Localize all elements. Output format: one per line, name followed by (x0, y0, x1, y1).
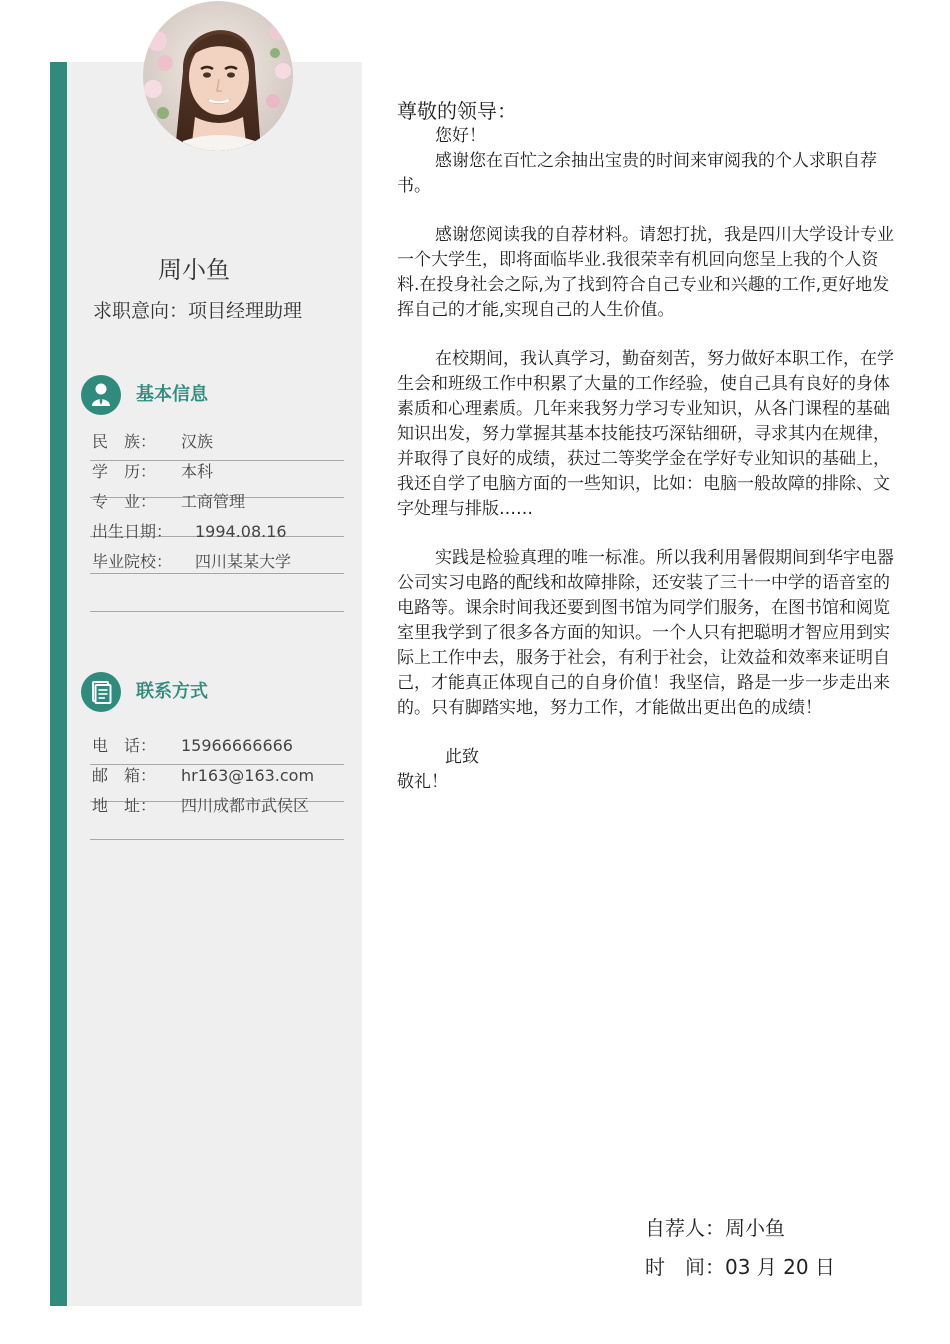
contact-value: hr163@163.com (181, 766, 315, 785)
info-row-birthdate (92, 519, 344, 542)
info-row-major (92, 489, 344, 512)
basic-info-title: 基本信息 (136, 384, 208, 405)
letter-paragraph: 实践是检验真理的唯一标准。所以我利用暑假期间到华宇电器公司实习电路的配线和故障排除，还安装了三十一中学的语音室的电路等。课余时间我还要到图书馆为同学们服务，在图书馆和阅览室里我学到了很多各方面的知识。一个人只有把聪明才智应用到实际上工作中去，服务于社会，有利于社会，让效益和效率来证明自己，才能真正体现自己的自身价值！我坚信，路是一步一步走出来的。只有脚踏实地，努力工作，才能做出更出色的成绩！ (397, 548, 894, 718)
letter-paragraph: 在校期间，我认真学习，勤奋刻苦，努力做好本职工作，在学生会和班级工作中积累了大量的工作经验，使自己具有良好的身体素质和心理素质。几年来我努力学习专业知识，从各门课程的基础知识出发，努力掌握其基本技能技巧深钻细研，寻求其内在规律，并取得了良好的成绩，获过二等奖学金在学好专业知识的基础上，我还自学了电脑方面的一些知识，比如：电脑一般故障的排除、文字处理与排版…… (397, 349, 894, 519)
info-label: 毕业院校： (92, 552, 173, 571)
divider (90, 611, 344, 612)
accent-bar (50, 62, 67, 1306)
info-row-ethnicity (92, 429, 344, 452)
letter-closing: 敬礼！ (397, 772, 448, 792)
info-label: 出生日期： (92, 522, 173, 541)
person-icon (81, 375, 121, 415)
contact-label: 电 话： (92, 736, 157, 755)
contact-value: 15966666666 (181, 736, 293, 755)
divider (90, 573, 344, 574)
contact-label: 邮 箱： (92, 766, 157, 785)
contact-title: 联系方式 (136, 681, 208, 702)
contact-row-phone (92, 733, 344, 756)
signature-signer: 自荐人：周小鱼 (645, 1216, 785, 1240)
info-label: 专 业： (92, 492, 157, 511)
info-value: 汉族 (181, 432, 214, 451)
contact-row-address (92, 793, 344, 816)
divider (90, 839, 344, 840)
document-icon (81, 672, 121, 712)
letter-greeting: 您好！ (435, 126, 486, 146)
avatar (143, 1, 293, 151)
contact-label: 地 址： (92, 796, 157, 815)
job-objective: 求职意向：项目经理助理 (93, 300, 303, 322)
letter-closing: 此致 (445, 747, 479, 767)
info-value: 四川某某大学 (195, 552, 292, 571)
info-label: 民 族： (92, 432, 157, 451)
info-value: 1994.08.16 (195, 522, 287, 541)
contact-row-email (92, 763, 344, 786)
info-row-education (92, 459, 344, 482)
info-row-school (92, 549, 344, 572)
candidate-name: 周小鱼 (158, 256, 230, 284)
signature-date: 时 间：03 月 20 日 (645, 1255, 835, 1279)
letter-paragraph: 感谢您阅读我的自荐材料。请恕打扰，我是四川大学设计专业一个大学生，即将面临毕业.我很荣幸有机回向您呈上我的个人资料.在投身社会之际,为了找到符合自己专业和兴趣的工作,更好地发挥自己的才能,实现自己的人生价值。 (397, 225, 894, 320)
contact-value: 四川成都市武侯区 (181, 796, 310, 815)
info-value: 本科 (181, 462, 214, 481)
info-value: 工商管理 (181, 492, 246, 511)
cover-letter (397, 98, 897, 795)
letter-salutation: 尊敬的领导： (397, 99, 517, 123)
info-label: 学 历： (92, 462, 157, 481)
letter-paragraph: 感谢您在百忙之余抽出宝贵的时间来审阅我的个人求职自荐书。 (397, 151, 877, 196)
